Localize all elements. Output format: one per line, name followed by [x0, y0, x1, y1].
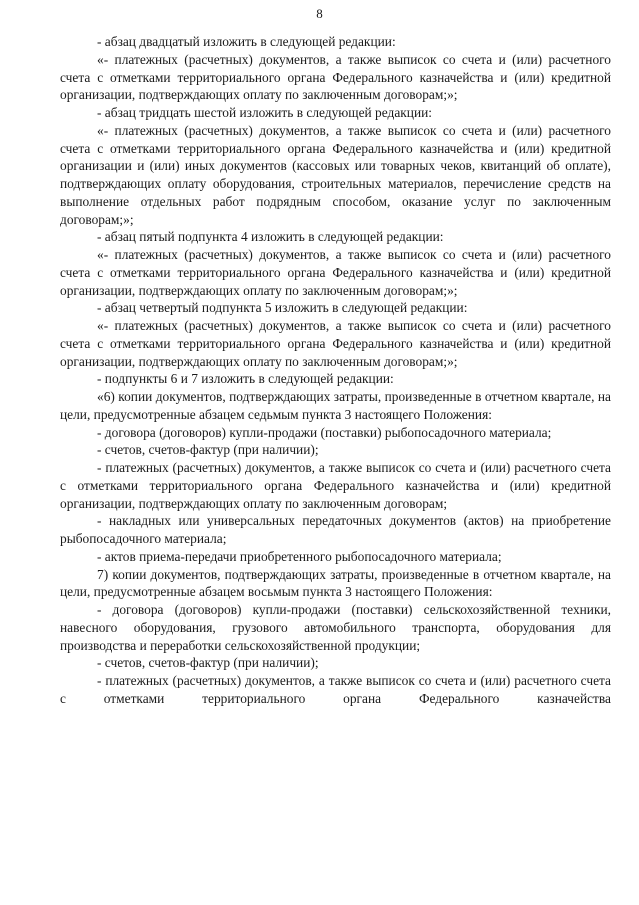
paragraph: - подпункты 6 и 7 изложить в следующей редакции:	[97, 371, 394, 387]
paragraph: «- платежных (расчетных) документов, а также выписок со счета и (или) расчетного счета с отметками территориального органа Федерального казначейства и (или) кредитной организации, подтверждающих оплату по заключенным договорам;»;	[60, 51, 611, 103]
paragraph: - платежных (расчетных) документов, а также выписок со счета и (или) расчетного счета с отметками территориального органа Федерального казначейства и (или) кредитной организации, подтверждающих оплату по заключенным договорам;	[60, 460, 611, 511]
paragraph: «- платежных (расчетных) документов, а также выписок со счета и (или) расчетного счета с отметками территориального органа Федерального казначейства и (или) кредитной организации и (или) иных документов (кассовых или товарных чеков, квитанций об оплате), подтверждающих оплату оборудования, строительных материалов, перечисление средств на выполнение отдельных работ подрядным способом, оказание услуг по заключенным договорам;»;	[60, 122, 611, 227]
paragraph: - актов приема-передачи приобретенного рыбопосадочного материала;	[97, 548, 502, 564]
paragraph: - счетов, счетов-фактур (при наличии);	[97, 655, 319, 671]
paragraph: - абзац четвертый подпункта 5 изложить в следующей редакции:	[97, 300, 468, 316]
paragraph: - абзац пятый подпункта 4 изложить в следующей редакции:	[97, 229, 444, 245]
document-body	[60, 33, 611, 708]
paragraph: - абзац тридцать шестой изложить в следующей редакции:	[97, 105, 432, 120]
paragraph: - договора (договоров) купли-продажи (поставки) рыбопосадочного материала;	[97, 424, 552, 440]
paragraph: «- платежных (расчетных) документов, а также выписок со счета и (или) расчетного счета с отметками территориального органа Федерального казначейства и (или) кредитной организации, подтверждающих оплату по заключенным договорам;»;	[60, 247, 611, 298]
paragraph: «- платежных (расчетных) документов, а также выписок со счета и (или) расчетного счета с отметками территориального органа Федерального казначейства и (или) кредитной организации, подтверждающих оплату по заключенным договорам;»;	[60, 318, 611, 369]
paragraph: «6) копии документов, подтверждающих затраты, произведенные в отчетном квартале, на цели, предусмотренные абзацем седьмым пункта 3 настоящего Положения:	[60, 389, 611, 422]
paragraph: - договора (договоров) купли-продажи (поставки) сельскохозяйственной техники, навесного оборудования, грузового автомобильного транспорта, оборудования для производства и переработки сельскохозяйственной продукции;	[60, 602, 611, 653]
paragraph: - абзац двадцатый изложить в следующей редакции:	[97, 34, 396, 49]
page-number: 8	[316, 6, 323, 21]
paragraph: - платежных (расчетных) документов, а также выписок со счета и (или) расчетного счета с отметками территориального органа Федерального казначейства	[60, 673, 611, 706]
paragraph: 7) копии документов, подтверждающих затраты, произведенные в отчетном квартале, на цели, предусмотренные абзацем восьмым пункта 3 настоящего Положения:	[60, 566, 611, 600]
paragraph: - счетов, счетов-фактур (при наличии);	[97, 442, 319, 458]
paragraph: - накладных или универсальных передаточных документов (актов) на приобретение рыбопосадочного материала;	[60, 513, 611, 546]
